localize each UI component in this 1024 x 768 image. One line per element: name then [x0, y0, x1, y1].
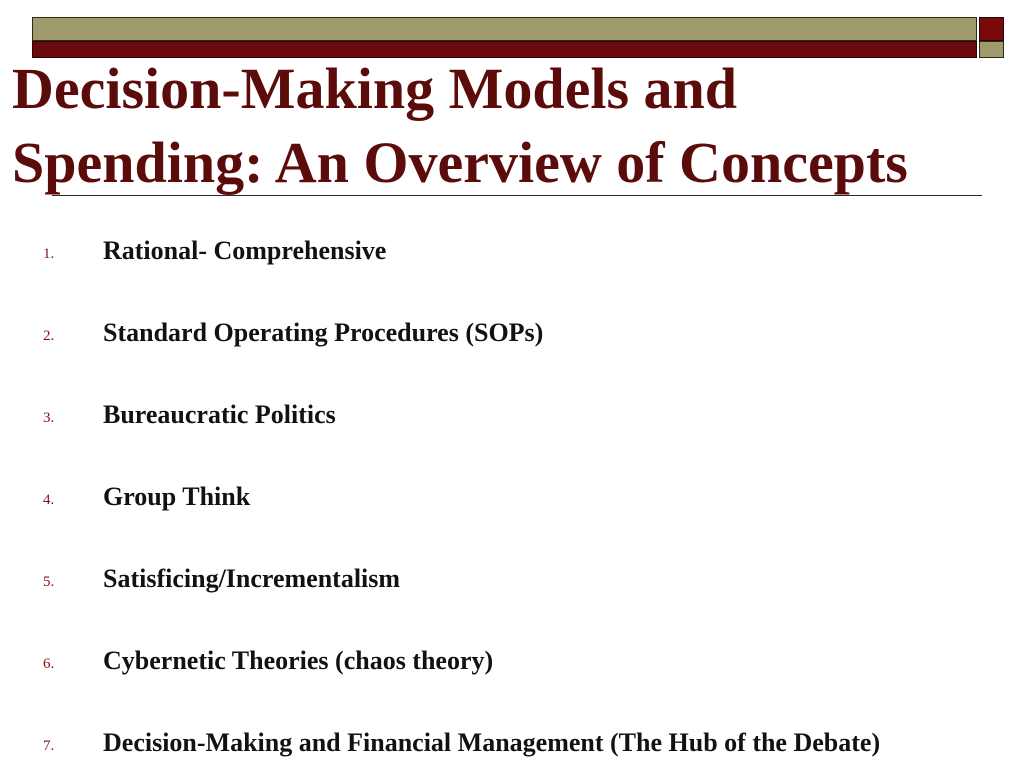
list-item-label: Cybernetic Theories (chaos theory) [103, 646, 494, 675]
list-item-number: 7. [43, 738, 55, 754]
list-item-label: Group Think [103, 482, 251, 511]
list-item-number: 3. [43, 410, 55, 426]
slide-title [12, 52, 1012, 200]
concept-list [0, 228, 1024, 768]
list-item-label: Satisficing/Incrementalism [103, 564, 401, 593]
list-item-number: 6. [43, 656, 55, 672]
list-item [0, 228, 1024, 310]
header-bar-olive [32, 17, 977, 41]
slide-title-line-2: Spending: An Overview of Concepts [12, 130, 908, 195]
list-item-label: Bureaucratic Politics [103, 400, 336, 429]
list-item-label: Decision-Making and Financial Management (The Hub of the Debate) [103, 728, 881, 757]
list-item-number: 2. [43, 328, 55, 344]
corner-square-maroon [979, 17, 1004, 41]
list-item [0, 638, 1024, 720]
slide-title-line-1: Decision-Making Models and [12, 56, 738, 121]
title-underline [52, 195, 982, 196]
list-item-label: Standard Operating Procedures (SOPs) [103, 318, 544, 347]
list-item [0, 720, 1024, 768]
list-item [0, 556, 1024, 638]
list-item-label: Rational- Comprehensive [103, 236, 387, 265]
list-item [0, 474, 1024, 556]
list-item-number: 4. [43, 492, 55, 508]
list-item [0, 310, 1024, 392]
list-item-number: 1. [43, 246, 55, 262]
list-item-number: 5. [43, 574, 55, 590]
list-item [0, 392, 1024, 474]
